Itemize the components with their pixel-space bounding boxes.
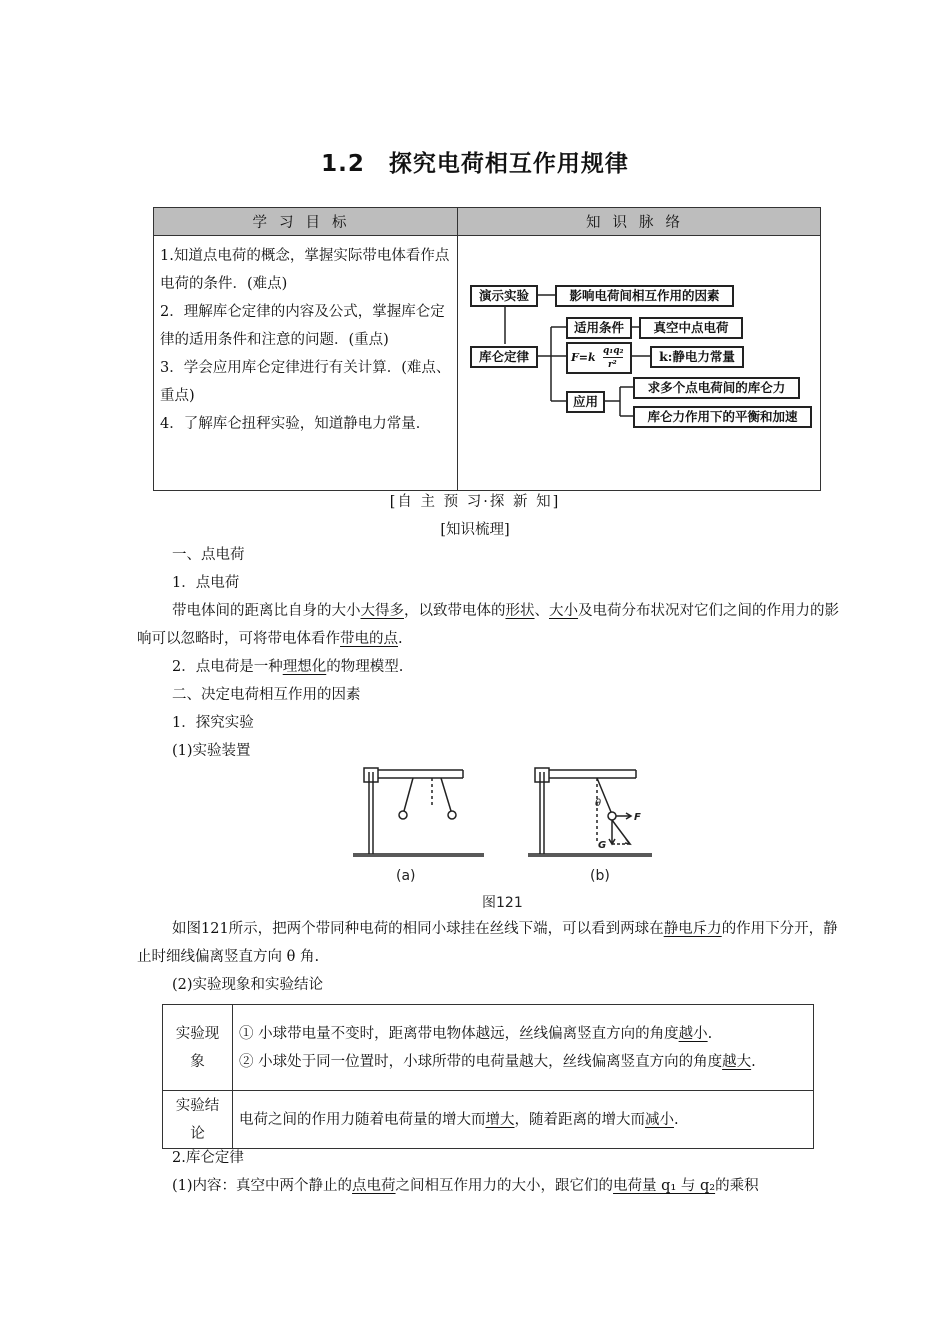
heading-point-charge-1: 1．点电荷 (172, 575, 240, 591)
results-table (162, 1004, 814, 1149)
formula-lhs: F=k (571, 351, 596, 364)
demo-experiment-box: 演示实验 (470, 285, 538, 307)
force-label: F (634, 812, 641, 823)
vacuum-point-charge-box: 真空中点电荷 (639, 317, 743, 339)
results-phenomena: ① 小球带电量不变时，距离带电物体越远，丝线偏离竖直方向的角度越小. ② 小球处于同一位置时，小球所带的电荷量越大，丝线偏离竖直方向的角度越大. (233, 1005, 814, 1091)
blank-answer: 形状 (505, 603, 535, 619)
page-title: 1.2 探究电荷相互作用规律 (321, 151, 629, 177)
gravity-label: G (598, 840, 607, 851)
apparatus-a (353, 768, 484, 856)
heading-point-charge: 一、点电荷 (172, 547, 245, 563)
goal-item: 4．了解库仑扭秤实验，知道静电力常量． (160, 416, 431, 432)
blank-answer: 带电的点 (340, 631, 398, 647)
heading-experiment: 1．探究实验 (172, 715, 254, 731)
section-banner: [自 主 预 习·探 新 知] (389, 494, 561, 510)
k-constant-box: k:静电力常量 (650, 346, 744, 368)
formula-denominator: r² (608, 360, 617, 370)
theta-label: θ (595, 798, 602, 809)
knowledge-map (458, 236, 820, 490)
blank-answer: 电荷量 q₁ 与 q₂ (613, 1178, 716, 1194)
heading-factors: 二、决定电荷相互作用的因素 (172, 687, 361, 703)
application-multi-charges-box: 求多个点电荷间的库仑力 (633, 377, 800, 399)
heading-apparatus: (1)实验装置 (172, 743, 251, 759)
heading-results: (2)实验现象和实验结论 (172, 977, 324, 993)
figure-caption: 图121 (482, 895, 523, 911)
goal-item: 3．学会应用库仑定律进行有关计算．(难点、重点) (160, 360, 451, 404)
blank-answer: 越小 (678, 1025, 708, 1042)
influence-factors-box: 影响电荷间相互作用的因素 (555, 285, 734, 307)
experiment-figure (340, 762, 670, 912)
goal-item: 2．理解库仑定律的内容及公式，掌握库仑定律的适用条件和注意的问题．(重点) (160, 304, 445, 348)
blank-answer: 减小 (645, 1111, 674, 1128)
blank-answer: 大得多 (360, 603, 404, 619)
coulomb-law-box: 库仑定律 (470, 346, 538, 368)
application-box: 应用 (566, 391, 605, 413)
paragraph-ideal-model: 2．点电荷是一种理想化的物理模型. (172, 659, 404, 675)
results-conclusion: 电荷之间的作用力随着电荷量的增大而增大，随着距离的增大而减小. (233, 1091, 814, 1149)
goals-list (154, 236, 457, 438)
paragraph-experiment-description: 如图121所示，把两个带同种电荷的相同小球挂在丝线下端，可以看到两球在静电斥力的作用下分开，静止时细线偏离竖直方向 θ 角. (137, 921, 838, 965)
conditions-box: 适用条件 (566, 317, 632, 339)
paragraph-coulomb-law-content: (1)内容：真空中两个静止的点电荷之间相互作用力的大小，跟它们的电荷量 q₁ 与 q₂的乘积 (172, 1178, 759, 1194)
objectives-header: 学习目标 (154, 208, 458, 236)
figure-label-a: (a) (396, 868, 416, 884)
application-balance-box: 库仑力作用下的平衡和加速 (633, 406, 812, 428)
formula-numerator: q₁q₂ (603, 346, 624, 356)
objectives-table (153, 207, 821, 491)
results-header-conclusion: 实验结论 (163, 1091, 233, 1149)
blank-answer: 越大 (722, 1053, 752, 1070)
knowledge-map-header: 知识脉络 (458, 208, 821, 236)
paragraph-point-charge-definition: 带电体间的距离比自身的大小大得多，以致带电体的形状、大小及电荷分布状况对它们之间的作用力的影响可以忽略时，可将带电体看作带电的点. (137, 603, 839, 647)
heading-coulomb-law: 2.库仑定律 (172, 1150, 244, 1166)
blank-answer: 大小 (549, 603, 578, 619)
figure-label-b: (b) (590, 868, 610, 884)
goal-item: 1.知道点电荷的概念，掌握实际带电体看作点电荷的条件．(难点) (160, 248, 450, 292)
blank-answer: 静电斥力 (663, 921, 722, 937)
blank-answer: 点电荷 (352, 1178, 396, 1194)
blank-answer: 理想化 (282, 659, 327, 675)
blank-answer: 增大 (485, 1111, 515, 1128)
formula-box (566, 342, 632, 374)
sub-banner: [知识梳理] (440, 522, 510, 538)
results-header-phenomena: 实验现象 (163, 1005, 233, 1091)
